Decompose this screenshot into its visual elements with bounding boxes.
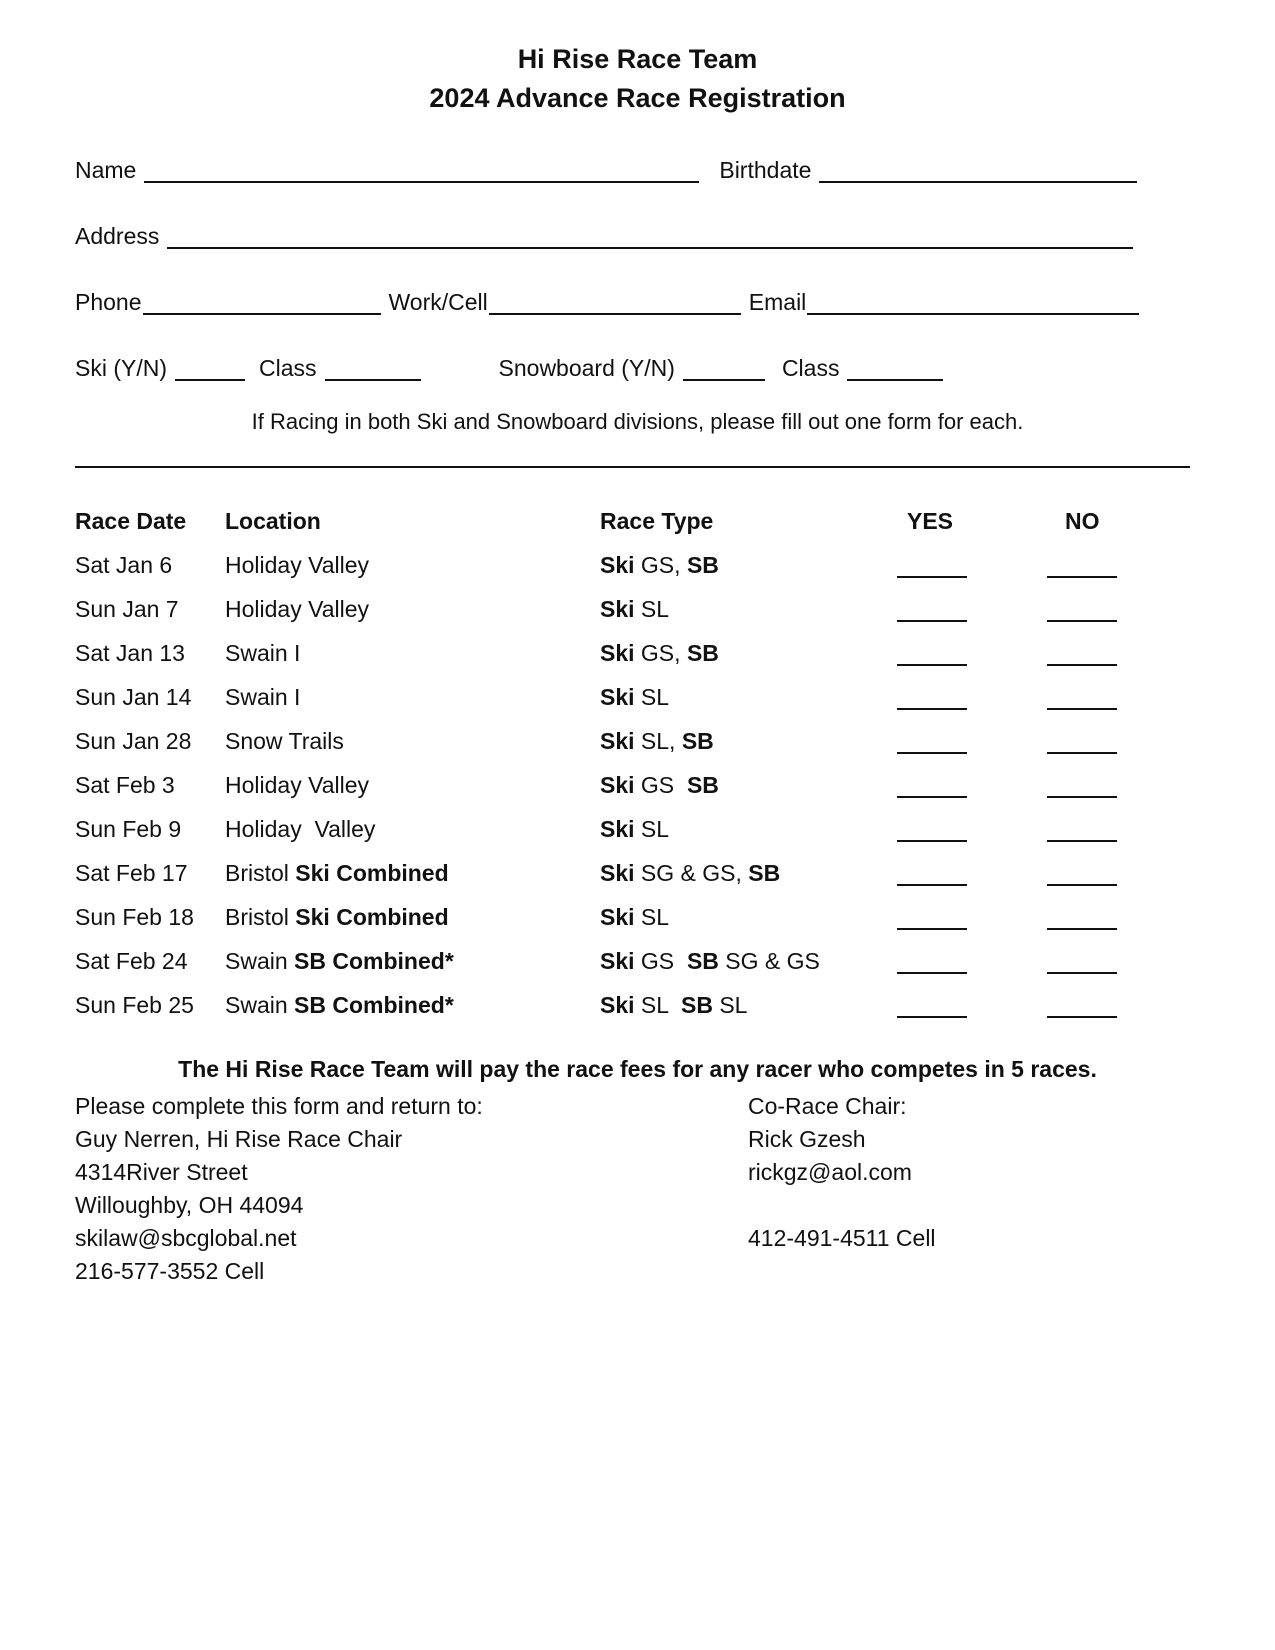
header-location: Location xyxy=(225,508,321,534)
address-field[interactable] xyxy=(167,227,1133,249)
race-row xyxy=(75,896,1195,940)
email-field[interactable] xyxy=(807,293,1139,315)
race-type xyxy=(600,860,780,887)
ski-snowboard-row xyxy=(75,355,943,381)
phone-field[interactable] xyxy=(143,293,381,315)
race-type xyxy=(600,904,669,931)
race-type xyxy=(600,640,719,667)
race-date: Sun Jan 7 xyxy=(75,596,179,622)
location-name: Swain I xyxy=(225,640,301,666)
contact-line: 216-577-3552 Cell xyxy=(75,1258,265,1284)
race-location xyxy=(225,816,375,843)
race-location xyxy=(225,728,344,755)
contact-line: Rick Gzesh xyxy=(748,1126,866,1152)
race-discipline: Ski xyxy=(600,684,635,710)
no-field[interactable] xyxy=(1047,738,1117,754)
race-location xyxy=(225,772,369,799)
race-type xyxy=(600,992,747,1019)
location-event-name: Ski Combined xyxy=(295,904,449,930)
yes-field[interactable] xyxy=(897,650,967,666)
snowboard-class-field[interactable] xyxy=(847,359,943,381)
race-discipline: SB xyxy=(686,772,719,798)
race-type xyxy=(600,728,714,755)
race-location xyxy=(225,640,300,667)
race-table xyxy=(75,500,1195,1028)
work-cell-field[interactable] xyxy=(489,293,741,315)
no-field[interactable] xyxy=(1047,562,1117,578)
header-race-type: Race Type xyxy=(600,508,714,534)
race-row xyxy=(75,764,1195,808)
header-no: NO xyxy=(1065,508,1100,534)
address-label: Address xyxy=(75,223,160,249)
name-label: Name xyxy=(75,157,137,183)
no-field[interactable] xyxy=(1047,826,1117,842)
no-field[interactable] xyxy=(1047,606,1117,622)
race-events: GS xyxy=(634,948,687,974)
yes-field[interactable] xyxy=(897,914,967,930)
race-date: Sun Jan 14 xyxy=(75,684,192,710)
form-subtitle: 2024 Advance Race Registration xyxy=(429,83,846,113)
yes-field[interactable] xyxy=(897,958,967,974)
race-date: Sat Jan 13 xyxy=(75,640,185,666)
yes-field[interactable] xyxy=(897,694,967,710)
yes-field[interactable] xyxy=(897,738,967,754)
work-cell-label: Work/Cell xyxy=(388,289,488,315)
no-field[interactable] xyxy=(1047,650,1117,666)
race-discipline: Ski xyxy=(600,552,635,578)
ski-class-field[interactable] xyxy=(325,359,421,381)
yes-field[interactable] xyxy=(897,606,967,622)
race-row xyxy=(75,588,1195,632)
location-name: Swain xyxy=(225,948,295,974)
ski-yn-label: Ski (Y/N) xyxy=(75,355,167,381)
no-field[interactable] xyxy=(1047,694,1117,710)
race-location xyxy=(225,904,449,931)
yes-field[interactable] xyxy=(897,826,967,842)
yes-field[interactable] xyxy=(897,782,967,798)
address-row xyxy=(75,223,1133,249)
race-discipline: Ski xyxy=(600,816,635,842)
location-name: Swain xyxy=(225,992,295,1018)
contact-line xyxy=(748,1189,936,1222)
contact-line: Please complete this form and return to: xyxy=(75,1093,483,1119)
yes-field[interactable] xyxy=(897,562,967,578)
race-rows xyxy=(75,544,1195,1028)
header-race-date: Race Date xyxy=(75,508,187,534)
race-row xyxy=(75,940,1195,984)
birthdate-field[interactable] xyxy=(819,161,1137,183)
location-name: Holiday Valley xyxy=(225,772,370,798)
no-field[interactable] xyxy=(1047,1002,1117,1018)
contact-line: Co-Race Chair: xyxy=(748,1093,907,1119)
contact-line: skilaw@sbcglobal.net xyxy=(75,1225,297,1251)
race-location xyxy=(225,948,454,975)
race-events: SL, xyxy=(634,728,682,754)
race-events: GS, xyxy=(634,640,687,666)
location-name: Snow Trails xyxy=(225,728,344,754)
race-type xyxy=(600,596,669,623)
race-discipline: Ski xyxy=(600,860,635,886)
location-event-name: SB Combined* xyxy=(294,948,454,974)
race-events: SL xyxy=(634,904,670,930)
race-location xyxy=(225,860,449,887)
race-discipline: SB xyxy=(686,640,719,666)
race-type xyxy=(600,552,719,579)
location-name: Holiday Valley xyxy=(225,596,370,622)
race-discipline: Ski xyxy=(600,596,635,622)
no-field[interactable] xyxy=(1047,870,1117,886)
location-name: Holiday Valley xyxy=(225,816,376,842)
email-label: Email xyxy=(748,289,807,315)
race-events: SG & GS xyxy=(718,948,820,974)
birthdate-label: Birthdate xyxy=(719,157,812,183)
race-date: Sat Feb 3 xyxy=(75,772,175,798)
race-location xyxy=(225,596,369,623)
race-discipline: Ski xyxy=(600,772,635,798)
section-divider xyxy=(75,466,1190,468)
race-events: SL xyxy=(634,684,670,710)
race-row xyxy=(75,720,1195,764)
name-birthdate-row xyxy=(75,157,1137,183)
race-events: SL xyxy=(634,816,670,842)
race-events: SL xyxy=(634,992,681,1018)
contact-line: Guy Nerren, Hi Rise Race Chair xyxy=(75,1126,403,1152)
location-name: Bristol xyxy=(225,904,296,930)
location-name: Holiday Valley xyxy=(225,552,370,578)
contact-line: 4314River Street xyxy=(75,1159,248,1185)
race-type xyxy=(600,816,669,843)
no-field[interactable] xyxy=(1047,914,1117,930)
location-event-name: Ski Combined xyxy=(295,860,449,886)
no-field[interactable] xyxy=(1047,782,1117,798)
race-table-header xyxy=(75,500,1195,544)
location-event-name: SB Combined* xyxy=(294,992,454,1018)
race-location xyxy=(225,684,300,711)
race-type xyxy=(600,772,719,799)
phone-label: Phone xyxy=(75,289,142,315)
race-row xyxy=(75,676,1195,720)
phone-row xyxy=(75,289,1139,315)
yes-field[interactable] xyxy=(897,1002,967,1018)
ski-yn-field[interactable] xyxy=(175,359,245,381)
race-row xyxy=(75,984,1195,1028)
race-discipline: Ski xyxy=(600,640,635,666)
location-name: Swain I xyxy=(225,684,301,710)
race-date: Sun Feb 9 xyxy=(75,816,182,842)
race-discipline: SB xyxy=(686,948,719,974)
race-location xyxy=(225,992,454,1019)
race-events: GS, xyxy=(634,552,687,578)
race-date: Sun Feb 25 xyxy=(75,992,194,1018)
contact-line: 412-491-4511 Cell xyxy=(748,1225,936,1251)
both-divisions-note: If Racing in both Ski and Snowboard divisions, please fill out one form for each. xyxy=(251,409,1024,434)
snowboard-class-label: Class xyxy=(781,355,840,381)
race-date: Sat Jan 6 xyxy=(75,552,173,578)
snowboard-yn-label: Snowboard (Y/N) xyxy=(498,355,675,381)
header-yes: YES xyxy=(907,508,954,534)
race-type xyxy=(600,948,820,975)
contact-co-chair xyxy=(748,1090,936,1255)
race-events: SL xyxy=(634,596,670,622)
race-discipline: SB xyxy=(686,552,719,578)
race-discipline: SB xyxy=(748,860,781,886)
race-date: Sun Feb 18 xyxy=(75,904,194,930)
location-name: Bristol xyxy=(225,860,296,886)
race-discipline: Ski xyxy=(600,728,635,754)
name-field[interactable] xyxy=(144,161,699,183)
race-row xyxy=(75,808,1195,852)
race-date: Sun Jan 28 xyxy=(75,728,192,754)
contact-chair xyxy=(75,1090,483,1288)
race-events: SG & GS, xyxy=(634,860,749,886)
form-title: Hi Rise Race Team xyxy=(517,44,758,74)
snowboard-yn-field[interactable] xyxy=(683,359,765,381)
race-type xyxy=(600,684,669,711)
race-discipline: Ski xyxy=(600,904,635,930)
ski-class-label: Class xyxy=(259,355,317,381)
race-location xyxy=(225,552,369,579)
race-discipline: SB xyxy=(680,992,713,1018)
race-events: SL xyxy=(712,992,748,1018)
race-discipline: Ski xyxy=(600,992,635,1018)
race-row xyxy=(75,544,1195,588)
race-date: Sat Feb 17 xyxy=(75,860,188,886)
race-row xyxy=(75,632,1195,676)
race-events: GS xyxy=(634,772,687,798)
yes-field[interactable] xyxy=(897,870,967,886)
race-row xyxy=(75,852,1195,896)
race-discipline: SB xyxy=(681,728,714,754)
race-discipline: Ski xyxy=(600,948,635,974)
contact-line: Willoughby, OH 44094 xyxy=(75,1192,304,1218)
race-date: Sat Feb 24 xyxy=(75,948,188,974)
no-field[interactable] xyxy=(1047,958,1117,974)
race-fee-note: The Hi Rise Race Team will pay the race fees for any racer who competes in 5 races. xyxy=(178,1056,1097,1082)
contact-line: rickgz@aol.com xyxy=(748,1159,912,1185)
